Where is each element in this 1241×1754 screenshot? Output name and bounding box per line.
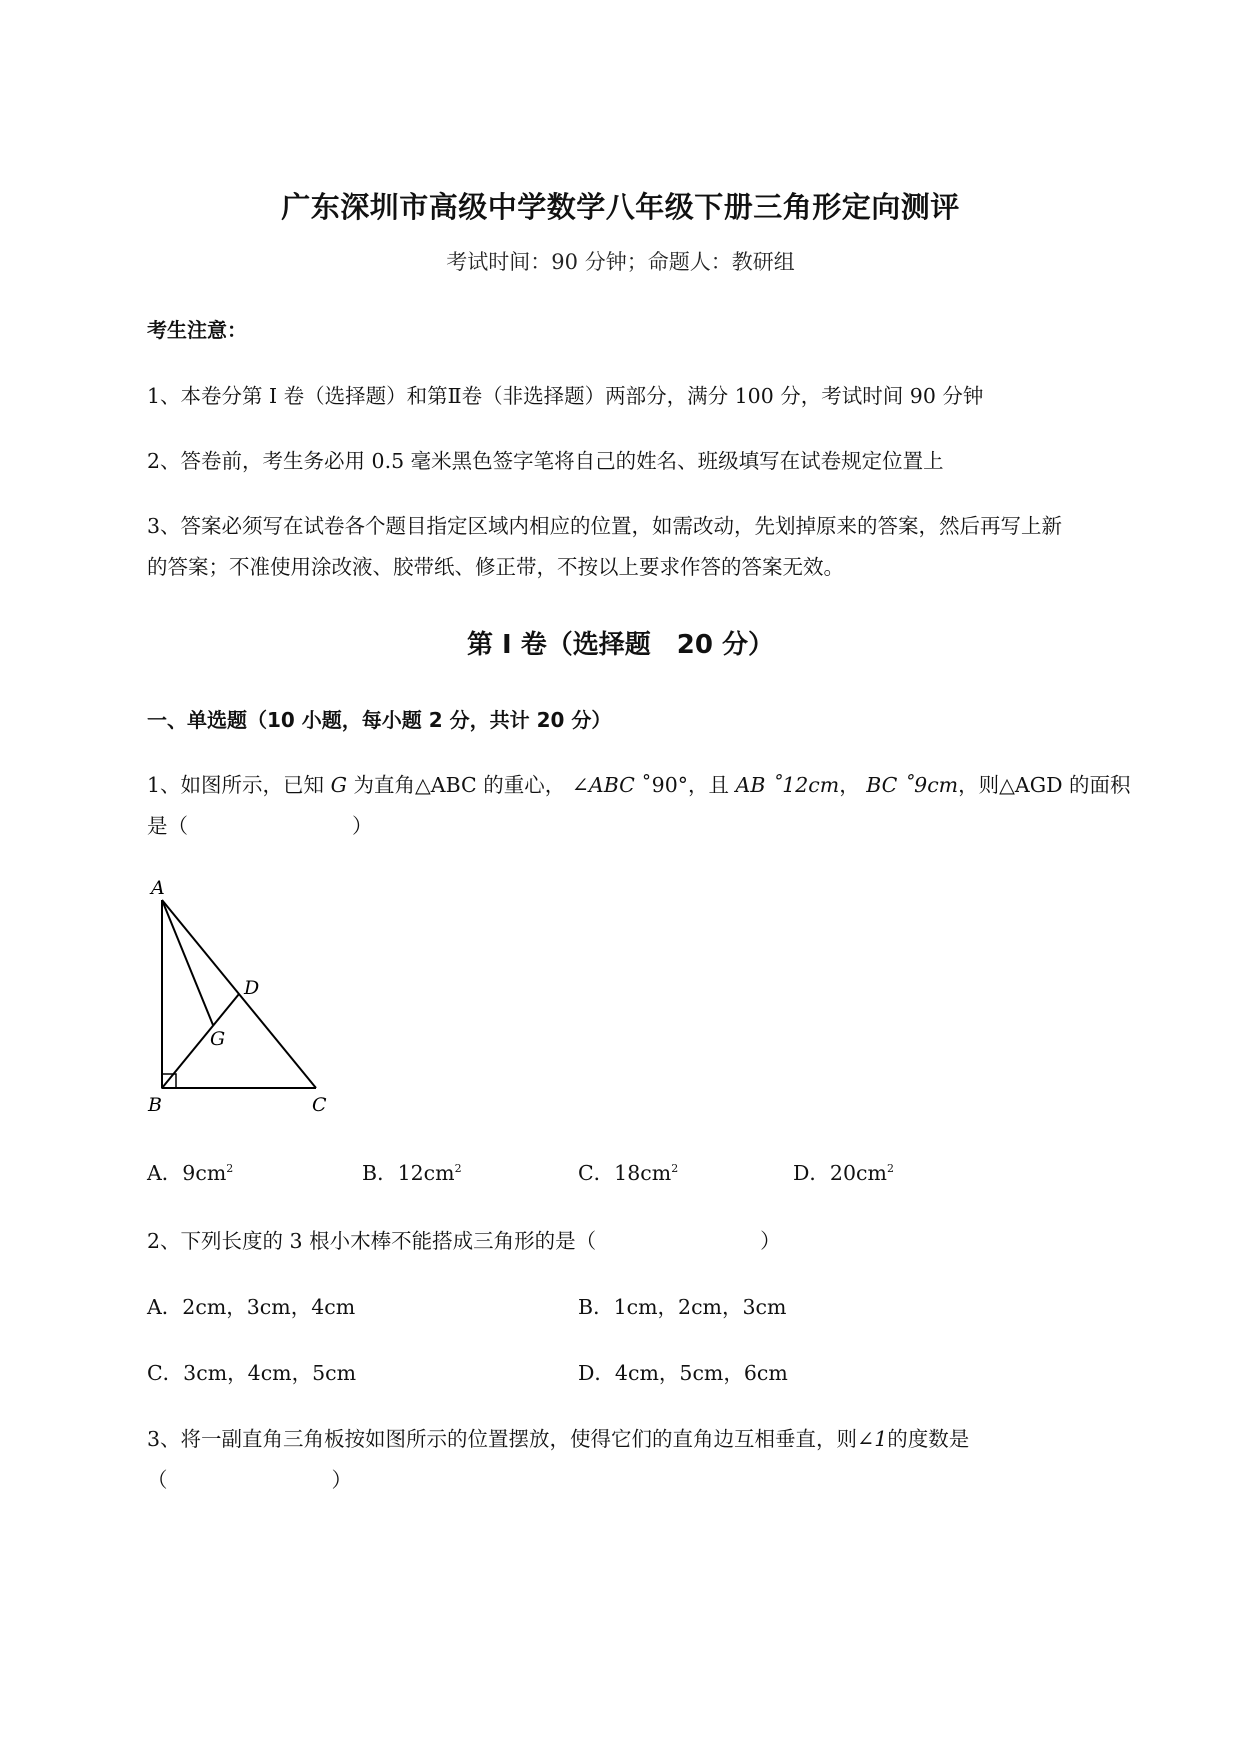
label-b: B <box>148 1094 162 1116</box>
q2-option-d: D．4cm，5cm，6cm <box>578 1361 788 1385</box>
q1-triangle-figure <box>140 870 340 1130</box>
exam-info: 考试时间：90 分钟；命题人：教研组 <box>446 250 795 274</box>
q3-stem-part2: 的度数是 <box>887 1427 970 1451</box>
label-d: D <box>244 977 260 999</box>
q1-angle: ∠ABC <box>571 773 635 797</box>
q3-angle: ∠1 <box>857 1427 888 1451</box>
q1-prefix: 1、如图所示，已知 <box>147 773 325 797</box>
notice-item-2: 2、答卷前，考生务必用 0.5 毫米黑色签字笔将自己的姓名、班级填写在试卷规定位置上 <box>147 449 944 473</box>
q2-option-b: B．1cm，2cm，3cm <box>578 1295 787 1319</box>
q1-option-c: C．$18cm^2$ <box>578 1161 679 1185</box>
q1-text2: ，且 <box>688 773 729 797</box>
section-title: 第 I 卷（选择题 20 分） <box>466 630 774 660</box>
q1-stem <box>147 768 1131 798</box>
q3-stem-line2: （ ） <box>147 1468 352 1492</box>
q1-eq2: ˚12cm <box>771 773 840 797</box>
q1-stem-line2: 是（ ） <box>147 814 373 838</box>
notice-item-3: 3、答案必须写在试卷各个题目指定区域内相应的位置，如需改动，先划掉原来的答案，然后再写上新 <box>147 514 1063 538</box>
segment-ag <box>162 900 213 1025</box>
label-c: C <box>312 1094 327 1116</box>
q1-text1: 为直角△ABC 的重心， <box>353 773 566 797</box>
notice-item-1: 1、本卷分第 I 卷（选择题）和第Ⅱ卷（非选择题）两部分，满分 100 分，考试时间 90 分钟 <box>147 384 984 408</box>
q1-bc: BC <box>866 773 898 797</box>
part-heading: 一、单选题（10 小题，每小题 2 分，共计 20 分） <box>147 708 612 732</box>
q1-option-d: D．$20cm^2$ <box>793 1161 894 1185</box>
q1-eq3: ˚9cm <box>903 773 959 797</box>
q2-stem: 2、下列长度的 3 根小木棒不能搭成三角形的是（ ） <box>147 1229 781 1253</box>
q1-text4: ，则△AGD 的面积 <box>958 773 1131 797</box>
q2-option-c: C．3cm，4cm，5cm <box>147 1361 357 1385</box>
q1-eq1: ˚90° <box>641 773 688 797</box>
q2-option-a: A．2cm，3cm，4cm <box>147 1295 356 1319</box>
q1-option-b: B．$12cm^2$ <box>362 1161 462 1185</box>
q1-ab: AB <box>735 773 766 797</box>
label-g: G <box>210 1028 226 1050</box>
q1-g: G <box>330 773 347 797</box>
notice-heading: 考生注意： <box>147 318 247 342</box>
q3-stem <box>147 1422 969 1452</box>
q3-stem-part1: 3、将一副直角三角板按如图所示的位置摆放，使得它们的直角边互相垂直，则 <box>147 1427 858 1451</box>
q1-text3: ， <box>839 773 860 797</box>
label-a: A <box>151 877 165 899</box>
notice-item-3-cont: 的答案；不准使用涂改液、胶带纸、修正带，不按以上要求作答的答案无效。 <box>147 555 844 579</box>
q1-option-a: A．$9cm^2$ <box>147 1161 234 1185</box>
page-title: 广东深圳市高级中学数学八年级下册三角形定向测评 <box>281 190 960 224</box>
